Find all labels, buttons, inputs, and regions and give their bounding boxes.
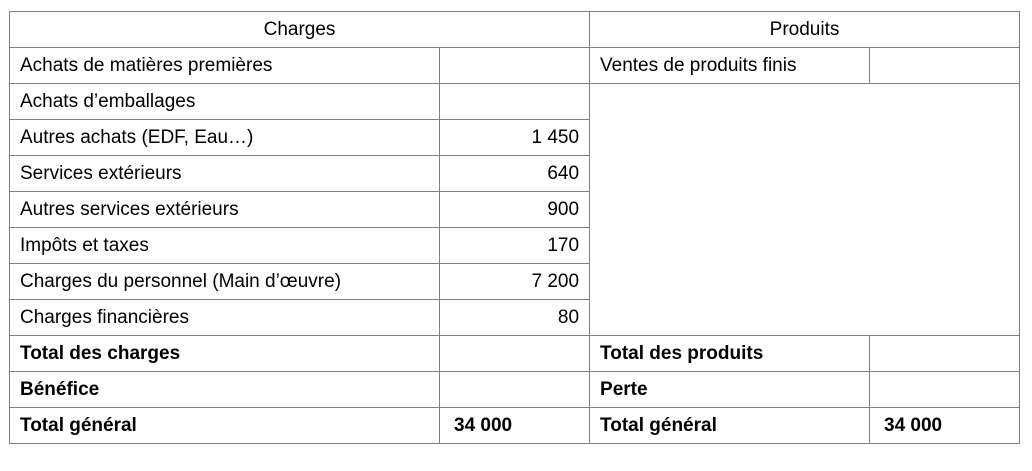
charge-value: 900 xyxy=(440,192,590,228)
charge-label: Services extérieurs xyxy=(10,156,440,192)
charge-label: Autres services extérieurs xyxy=(10,192,440,228)
total-general-charges-value: 34 000 xyxy=(440,408,590,444)
total-charges-value xyxy=(440,336,590,372)
total-produits-value xyxy=(870,336,1020,372)
produit-label: Ventes de produits finis xyxy=(590,48,870,84)
charges-header: Charges xyxy=(10,12,590,48)
produits-header: Produits xyxy=(590,12,1020,48)
perte-label: Perte xyxy=(590,372,870,408)
charge-label: Charges financières xyxy=(10,300,440,336)
charge-value: 7 200 xyxy=(440,264,590,300)
charge-value xyxy=(440,84,590,120)
benefice-value xyxy=(440,372,590,408)
charge-label: Autres achats (EDF, Eau…) xyxy=(10,120,440,156)
table-row xyxy=(10,48,1020,84)
charge-label: Impôts et taxes xyxy=(10,228,440,264)
total-general-produits-label: Total général xyxy=(590,408,870,444)
total-general-produits-value: 34 000 xyxy=(870,408,1020,444)
compte-de-resultat-table xyxy=(9,11,1020,444)
total-general-charges-label: Total général xyxy=(10,408,440,444)
charge-label: Achats d’emballages xyxy=(10,84,440,120)
table-row xyxy=(10,84,1020,120)
charge-value: 80 xyxy=(440,300,590,336)
total-produits-label: Total des produits xyxy=(590,336,870,372)
charge-label: Charges du personnel (Main d’œuvre) xyxy=(10,264,440,300)
charge-value xyxy=(440,48,590,84)
result-row xyxy=(10,372,1020,408)
general-total-row xyxy=(10,408,1020,444)
charge-value: 1 450 xyxy=(440,120,590,156)
charge-value: 640 xyxy=(440,156,590,192)
header-row xyxy=(10,12,1020,48)
total-charges-label: Total des charges xyxy=(10,336,440,372)
benefice-label: Bénéfice xyxy=(10,372,440,408)
charge-value: 170 xyxy=(440,228,590,264)
produits-empty-area xyxy=(590,84,1020,336)
produit-value xyxy=(870,48,1020,84)
charge-label: Achats de matières premières xyxy=(10,48,440,84)
totals-row xyxy=(10,336,1020,372)
perte-value xyxy=(870,372,1020,408)
